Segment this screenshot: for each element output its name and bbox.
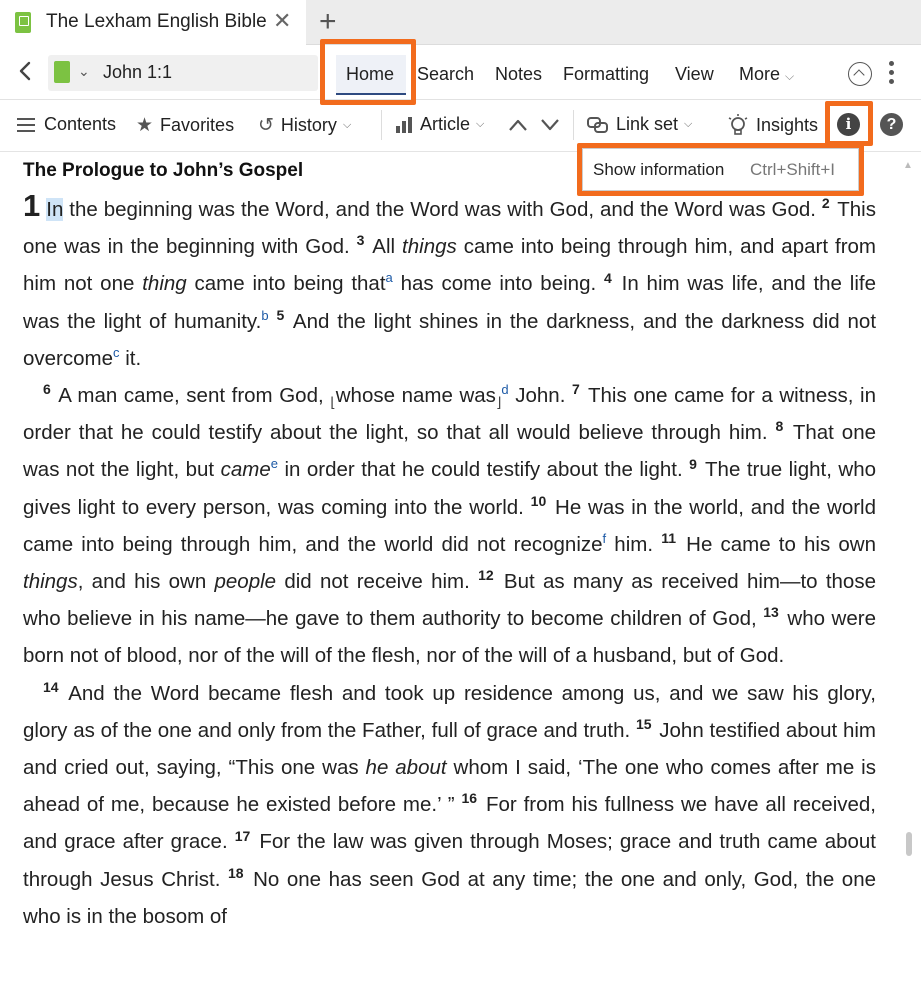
home-highlight-box [320, 39, 416, 105]
verse-text: For from his fullness we have all received, and grace after grace. [23, 793, 876, 854]
verse-text: came into being that [186, 272, 386, 296]
italic-word: he about [365, 756, 447, 780]
tooltip-label: Show information [593, 160, 725, 179]
scrollbar-thumb[interactable] [906, 832, 912, 856]
section-heading: The Prologue to John’s Gospel [23, 160, 304, 181]
verse-text: That one was not the light, but [23, 421, 876, 482]
star-icon: ★ [136, 115, 154, 136]
verse-text: it. [119, 346, 142, 370]
verse-number[interactable]: 8 [775, 418, 784, 435]
help-icon[interactable]: ? [880, 113, 903, 136]
toolbar-divider [381, 110, 382, 140]
more-options-icon[interactable] [889, 61, 895, 87]
verse-text: the beginning was the Word, and the Word was with God, and the Word was God. [63, 198, 822, 221]
document-tab[interactable] [0, 0, 306, 45]
add-tab-icon[interactable]: + [319, 5, 337, 38]
chevron-down-icon[interactable]: ⌄ [78, 63, 90, 79]
verse-text: who were born not of blood, nor of the will of the flesh, nor of the will of a husband, but of God. [23, 607, 876, 668]
tab-more[interactable] [739, 64, 794, 85]
verse-number[interactable]: 11 [661, 530, 676, 546]
chevron-down-icon[interactable] [539, 115, 561, 135]
verse-text: All [366, 235, 403, 259]
paragraph [23, 675, 876, 935]
info-icon[interactable]: i [837, 113, 860, 136]
verse-text: has come into being. [392, 272, 604, 296]
bible-text [23, 157, 876, 935]
footnote-marker[interactable]: d [501, 382, 509, 398]
verse-number[interactable]: 9 [689, 455, 697, 472]
chevron-up-icon[interactable] [507, 115, 529, 135]
lexham-logo-icon [15, 12, 31, 33]
verse-text: He was in the world, and the world came into being through him, and the world did not recognize [23, 495, 876, 556]
italic-word: came [220, 458, 271, 482]
bracket-close: ⌋ [495, 394, 502, 411]
tab-search[interactable]: Search [417, 64, 475, 84]
verse-text: John. [508, 384, 572, 408]
tab-notes[interactable]: Notes [495, 64, 543, 84]
history-label: History [280, 115, 337, 135]
italic-word: things [23, 570, 78, 594]
reference-input[interactable]: John 1:1 [103, 62, 173, 82]
verse-text: John testified about him and cried out, saying, “This one was [23, 718, 876, 780]
verse-text: But as many as received him—to those who believe in his name—he gave to them authority to become children of God, [23, 570, 876, 631]
verse-number[interactable]: 14 [43, 678, 59, 695]
verse-text: him. [606, 532, 662, 556]
verse-number[interactable]: 16 [461, 790, 478, 807]
favorites-label: Favorites [160, 115, 235, 135]
insights-button[interactable] [727, 114, 818, 136]
verse-text: And the light shines in the darkness, and the darkness did not overcome [23, 309, 877, 370]
tooltip-shortcut: Ctrl+Shift+I [750, 160, 836, 179]
verse-text: in order that he could testify about the light. [277, 458, 690, 482]
verse-number[interactable]: 5 [276, 306, 285, 323]
link-set-button[interactable] [587, 114, 692, 135]
tab-title: The Lexham English Bible [46, 11, 267, 32]
footnote-marker[interactable]: a [385, 270, 393, 286]
chevron-down-icon: ⌵ [785, 69, 795, 83]
contents-button[interactable] [17, 114, 116, 135]
verse-text: And the Word became flesh and took up residence among us, and we saw his glory, glory as of the one and only from the Father, full of grace and truth. [23, 681, 876, 742]
verse-text: For the law was given through Moses; grace and truth came about through Jesus Christ. [23, 830, 876, 891]
article-label: Article [420, 114, 471, 134]
chevron-down-icon: ⌵ [476, 118, 485, 130]
verse-text: came into being through him, and apart from him not one [23, 235, 876, 296]
bar-chart-icon [395, 116, 413, 134]
lightbulb-icon [727, 114, 749, 136]
verse-number[interactable]: 10 [530, 492, 547, 509]
tab-formatting[interactable]: Formatting [563, 64, 650, 84]
verse-text: In him was life, and the life was the light of humanity. [23, 272, 876, 333]
history-button[interactable] [258, 114, 351, 137]
toolbar-divider [573, 110, 574, 140]
verse-number[interactable]: 3 [356, 232, 365, 249]
reference-box[interactable] [48, 55, 318, 91]
italic-word: things [402, 235, 457, 259]
bracket-open: ⌊ [330, 394, 336, 411]
scroll-up-icon[interactable]: ▲ [903, 160, 913, 171]
italic-word: people [214, 570, 277, 594]
chevron-down-icon: ⌵ [342, 119, 352, 131]
verse-number[interactable]: 6 [43, 381, 51, 398]
footnote-marker[interactable]: b [261, 307, 269, 323]
verse-number[interactable]: 13 [763, 604, 779, 621]
paragraph [23, 377, 876, 675]
tab-view[interactable]: View [675, 64, 714, 84]
history-clock-icon: ↺ [258, 115, 274, 136]
nav-bar [0, 45, 921, 100]
verse-text: This one was in the beginning with God. [23, 198, 876, 259]
collapse-ribbon-icon[interactable] [848, 62, 872, 86]
italic-word: thing [142, 272, 187, 296]
paragraph [23, 187, 876, 377]
favorites-button[interactable] [136, 114, 234, 137]
verse-text: A man came, sent from God, [52, 384, 331, 408]
verse-number[interactable]: 7 [571, 381, 580, 398]
selected-word[interactable]: In [46, 198, 64, 221]
chevron-left-icon[interactable] [14, 59, 38, 83]
verse-text: did not receive him. [276, 570, 479, 594]
link-icon [587, 115, 609, 135]
verse-text: This one came for a witness, in order that he could testify about the light, so that all would believe through him. [23, 384, 876, 445]
verse-number[interactable]: 4 [604, 269, 612, 286]
resource-logo-icon [54, 61, 70, 83]
contents-label: Contents [44, 114, 117, 134]
verse-text: whose name was [335, 384, 496, 408]
insights-label: Insights [756, 114, 819, 135]
verse-text: The true light, who gives light to every person, was coming into the world. [23, 458, 876, 519]
verse-number[interactable]: 15 [635, 716, 652, 733]
verse-number[interactable]: 2 [821, 195, 830, 212]
footnote-marker[interactable]: c [113, 344, 120, 360]
link-set-label: Link set [616, 114, 679, 134]
info-highlight-box [825, 101, 873, 146]
tab-home-label: Home [346, 64, 395, 84]
close-tab-icon[interactable]: ✕ [273, 8, 292, 33]
verse-text: He came to his own [678, 532, 876, 556]
list-icon [17, 116, 37, 134]
footnote-marker[interactable]: e [270, 456, 278, 472]
verse-text: No one has seen God at any time; the one and only, God, the one who is in the bosom of [23, 867, 876, 928]
chevron-down-icon: ⌵ [684, 118, 693, 130]
verse-number[interactable]: 18 [227, 864, 244, 881]
footnote-marker[interactable]: f [602, 531, 607, 546]
article-button[interactable] [395, 114, 484, 135]
tab-more-label: More [739, 64, 781, 84]
chapter-number: 1 [23, 188, 41, 223]
verse-number[interactable]: 17 [234, 827, 251, 844]
verse-text: whom I said, ‘The one who comes after me is ahead of me, because he existed before me.’ ” [23, 756, 876, 817]
verse-text: , and his own [77, 570, 215, 594]
verse-number[interactable]: 12 [478, 567, 494, 584]
tab-strip [0, 0, 921, 45]
